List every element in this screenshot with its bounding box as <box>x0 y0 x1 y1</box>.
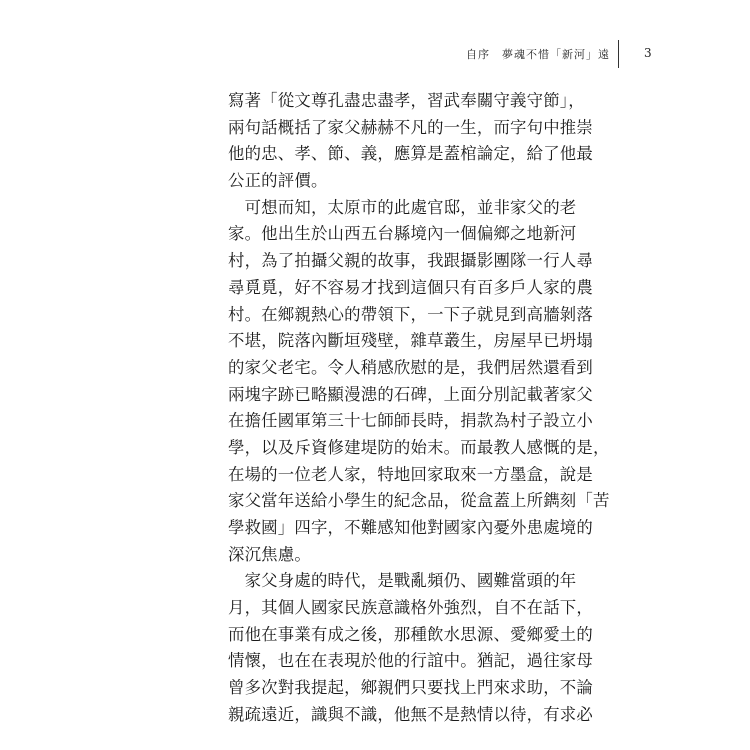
text-line: 家父身處的時代，是戰亂頻仍、國難當頭的年 <box>228 571 577 591</box>
text-line: 尋覓覓，好不容易才找到這個只有百多戶人家的農 <box>228 277 593 297</box>
text-line: 在場的一位老人家，特地回家取來一方墨盒，說是 <box>228 464 593 484</box>
text-line: 情懷，也在在表現於他的行誼中。猶記，過往家母 <box>228 651 593 671</box>
text-line: 不堪，院落內斷垣殘壁，雜草叢生，房屋早已坍塌 <box>228 331 593 351</box>
text-line: 月，其個人國家民族意識格外強烈，自不在話下， <box>228 598 593 618</box>
text-line: 兩句話概括了家父赫赫不凡的一生，而字句中推崇 <box>228 117 593 137</box>
text-line: 親疏遠近，識與不識，他無不是熱情以待，有求必 <box>228 704 593 724</box>
body-text <box>228 88 610 729</box>
text-line: 家。他出生於山西五台縣境內一個偏鄉之地新河 <box>228 224 577 244</box>
text-line: 他的忠、孝、節、義，應算是蓋棺論定，給了他最 <box>228 144 593 164</box>
running-title: 自序 夢魂不惜「新河」遠 <box>466 48 610 61</box>
text-line: 的家父老宅。令人稍感欣慰的是，我們居然還看到 <box>228 357 593 377</box>
text-line: 村，為了拍攝父親的故事，我跟攝影團隊一行人尋 <box>228 251 593 271</box>
text-line: 公正的評價。 <box>228 171 328 191</box>
text-line: 兩塊字跡已略顯漫漶的石碑，上面分別記載著家父 <box>228 384 593 404</box>
text-line: 可想而知，太原市的此處官邸，並非家父的老 <box>228 197 577 217</box>
page-number: 3 <box>644 46 652 60</box>
text-line: 深沉焦慮。 <box>228 544 311 564</box>
header-divider <box>618 40 619 68</box>
text-line: 寫著「從文尊孔盡忠盡孝，習武奉關守義守節」， <box>228 91 585 110</box>
text-line: 村。在鄉親熱心的帶領下，一下子就見到高牆剝落 <box>228 304 593 324</box>
text-line: 學救國」四字，不難感知他對國家內憂外患處境的 <box>228 518 593 537</box>
text-line: 而他在事業有成之後，那種飲水思源、愛鄉愛土的 <box>228 624 593 644</box>
text-line: 學，以及斥資修建堤防的始末。而最教人感慨的是， <box>228 437 610 457</box>
text-line: 曾多次對我提起，鄉親們只要找上門來求助，不論 <box>228 678 593 698</box>
text-line: 家父當年送給小學生的紀念品，從盒蓋上所鐫刻「苦 <box>228 491 610 511</box>
text-line: 在擔任國軍第三十七師師長時，捐款為村子設立小 <box>228 411 593 431</box>
